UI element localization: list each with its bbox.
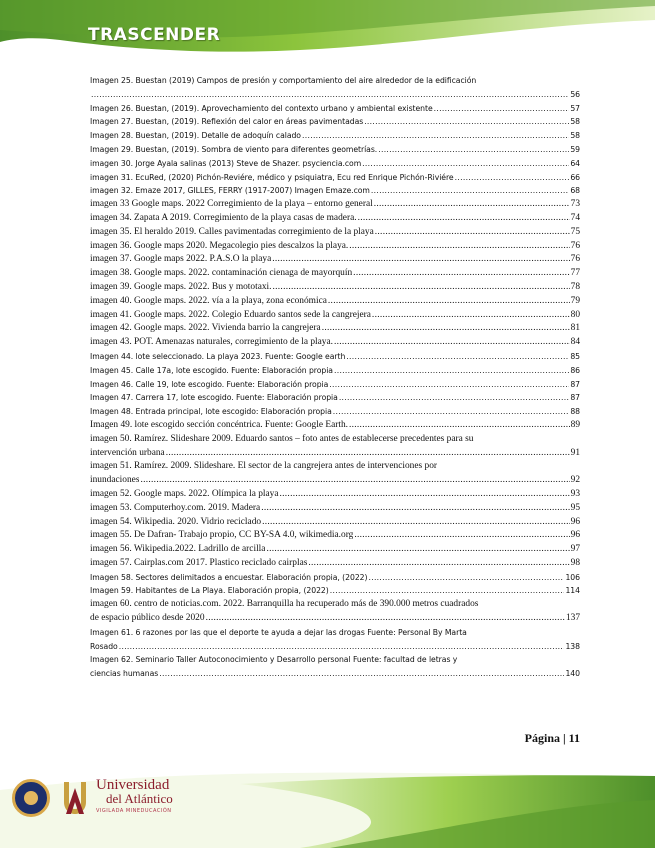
toc-dot-leader <box>266 543 569 557</box>
toc-entry[interactable] <box>90 129 580 143</box>
toc-entry-page: 114 <box>565 586 580 596</box>
toc-entry-row <box>90 253 580 267</box>
toc-entry-row <box>90 143 580 157</box>
toc-entry-title: imagen 36. Google maps 2020. Megacolegio pies descalzos la playa. <box>90 240 349 251</box>
toc-dot-leader <box>455 171 570 185</box>
toc-entry-row <box>90 157 580 171</box>
toc-entry[interactable] <box>90 322 580 336</box>
toc-dot-leader <box>334 364 569 378</box>
toc-entry[interactable] <box>90 419 580 433</box>
toc-entry-page: 64 <box>570 158 580 168</box>
toc-entry[interactable] <box>90 529 580 543</box>
toc-entry-page: 75 <box>570 226 580 237</box>
toc-entry-title: imagen 35. El heraldo 2019. Calles pavimentadas corregimiento de la playa <box>90 226 374 237</box>
toc-entry-title: inundaciones <box>90 475 140 486</box>
toc-entry-title: Imagen 59. Habitantes de La Playa. Elaboración propia, (2022) <box>90 586 329 596</box>
toc-entry-row <box>90 295 580 309</box>
university-seal-icon <box>12 779 50 817</box>
toc-entry[interactable] <box>90 240 580 254</box>
toc-entry-row <box>90 129 580 143</box>
toc-dot-leader <box>140 474 569 488</box>
university-tagline: VIGILADA MINEDUCACIÓN <box>96 807 172 814</box>
toc-entry-title: Imagen 58. Sectores delimitados a encuestar. Elaboración propia, (2022) <box>90 572 368 582</box>
toc-dot-leader <box>339 391 570 405</box>
toc-dot-leader <box>374 198 570 212</box>
toc-entry-title-line: Imagen 62. Seminario Taller Autoconocimiento y Desarrollo personal Fuente: facultad de letras y <box>90 655 458 665</box>
toc-entry-row <box>90 240 580 254</box>
toc-entry-page: 106 <box>565 572 580 582</box>
toc-entry-row <box>90 88 580 102</box>
toc-entry-row <box>90 102 580 116</box>
toc-entry-title: Imagen 47. Carrera 17, lote escogido. Fuente: Elaboración propia <box>90 393 338 403</box>
toc-entry-title: imagen 38. Google maps. 2022. contaminación cienaga de mayorquín <box>90 268 353 279</box>
toc-entry-row <box>90 488 580 502</box>
toc-entry-page: 80 <box>570 309 580 320</box>
toc-entry-page: 56 <box>570 89 580 99</box>
toc-entry-title: imagen 39. Google maps. 2022. Bus y mototaxi. <box>90 281 272 292</box>
toc-entry-title: Imagen 46. Calle 19, lote escogido. Fuente: Elaboración propia <box>90 379 329 389</box>
figure-index <box>90 74 580 681</box>
page-header <box>0 0 655 64</box>
toc-entry-row <box>90 212 580 226</box>
toc-entry[interactable] <box>90 405 580 419</box>
toc-entry-row <box>90 336 580 350</box>
toc-entry-row <box>90 447 580 461</box>
toc-entry-title: imagen 43. POT. Amenazas naturales, corregimiento de la playa. <box>90 337 333 348</box>
toc-dot-leader <box>119 640 565 654</box>
toc-entry[interactable] <box>90 364 580 378</box>
toc-entry-title: Imagen 26. Buestan, (2019). Aprovechamiento del contexto urbano y ambiental existente <box>90 103 433 113</box>
toc-dot-leader <box>280 488 570 502</box>
toc-entry-row <box>90 322 580 336</box>
toc-entry-title: imagen 37. Google maps 2022. P.A.S.O la playa <box>90 254 272 265</box>
toc-dot-leader <box>358 212 570 226</box>
toc-entry-title: imagen 55. De Dafran- Trabajo propio, CC BY-SA 4.0, wikimedia.org <box>90 530 354 541</box>
toc-entry-title: Imagen 45. Calle 17a, lote escogido. Fuente: Elaboración propia <box>90 365 333 375</box>
toc-entry[interactable] <box>90 226 580 240</box>
toc-dot-leader <box>371 184 569 198</box>
toc-entry-row <box>90 267 580 281</box>
toc-entry-title-line: Imagen 25. Buestan (2019) Campos de presión y comportamiento del aire alrededor de la edificación <box>90 76 477 85</box>
toc-entry-page: 86 <box>570 365 580 375</box>
toc-entry-page: 91 <box>570 447 580 458</box>
toc-entry-row <box>90 405 580 419</box>
toc-entry-page: 58 <box>570 117 580 127</box>
toc-entry[interactable] <box>90 143 580 157</box>
toc-dot-leader <box>206 612 565 626</box>
toc-entry-page: 95 <box>570 502 580 513</box>
toc-entry[interactable] <box>90 598 580 626</box>
toc-entry[interactable] <box>90 171 580 185</box>
toc-dot-leader <box>346 350 569 364</box>
toc-entry-title: imagen 52. Google maps. 2022. Olímpica la playa <box>90 488 279 499</box>
toc-dot-leader <box>272 253 569 267</box>
toc-entry[interactable] <box>90 74 580 102</box>
toc-entry-page: 140 <box>565 669 580 679</box>
toc-entry-row <box>90 391 580 405</box>
toc-entry[interactable] <box>90 378 580 392</box>
toc-entry-page: 58 <box>570 131 580 141</box>
toc-entry-page: 87 <box>570 393 580 403</box>
ua-logo-icon <box>60 778 90 818</box>
toc-dot-leader <box>364 115 569 129</box>
toc-entry[interactable] <box>90 433 580 461</box>
toc-entry-page: 137 <box>565 613 580 624</box>
toc-entry-title: imagen 42. Google maps. 2022. Vivienda barrio la cangrejera <box>90 323 321 334</box>
toc-dot-leader <box>302 129 569 143</box>
toc-entry[interactable] <box>90 502 580 516</box>
toc-entry-page: 76 <box>570 254 580 265</box>
toc-entry[interactable] <box>90 198 580 212</box>
university-name-line1: Universidad <box>96 776 170 793</box>
toc-entry-page: 79 <box>570 295 580 306</box>
toc-entry-row <box>90 419 580 433</box>
toc-dot-leader <box>308 557 569 571</box>
toc-dot-leader <box>159 667 564 681</box>
toc-entry[interactable] <box>90 253 580 267</box>
toc-entry-page: 88 <box>570 407 580 417</box>
toc-entry-page: 98 <box>570 557 580 568</box>
toc-entry-row <box>90 184 580 198</box>
toc-dot-leader <box>328 295 570 309</box>
toc-entry-row <box>90 378 580 392</box>
toc-entry-page: 97 <box>570 544 580 555</box>
toc-entry-page: 59 <box>570 144 580 154</box>
toc-entry-page: 87 <box>570 379 580 389</box>
toc-entry-title: Imagen 28. Buestan, (2019). Detalle de adoquín calado <box>90 131 301 141</box>
toc-dot-leader <box>330 584 565 598</box>
toc-entry[interactable] <box>90 350 580 364</box>
toc-entry-page: 66 <box>570 172 580 182</box>
toc-entry-title: Rosado <box>90 641 118 651</box>
toc-entry-title-line: imagen 51. Ramírez. 2009. Slideshare. El sector de la cangrejera antes de intervenciones por <box>90 461 438 472</box>
toc-dot-leader <box>362 157 569 171</box>
toc-entry[interactable] <box>90 488 580 502</box>
toc-entry-row <box>90 364 580 378</box>
toc-dot-leader <box>354 529 569 543</box>
toc-entry-page: 77 <box>570 268 580 279</box>
toc-entry-row <box>90 543 580 557</box>
toc-dot-leader <box>322 322 570 336</box>
university-name-line2: del Atlántico <box>106 790 173 806</box>
toc-dot-leader <box>166 447 570 461</box>
toc-dot-leader <box>333 405 570 419</box>
toc-entry-title: imagen 41. Google maps. 2022. Colegio Eduardo santos sede la cangrejera <box>90 309 371 320</box>
toc-entry-title: imagen 32. Emaze 2017, GILLES, FERRY (1917-2007) Imagen Emaze.com <box>90 186 370 196</box>
toc-entry-page: 138 <box>565 641 580 651</box>
toc-dot-leader <box>375 226 570 240</box>
toc-entry-title: imagen 30. Jorge Ayala salinas (2013) Steve de Shazer. psyciencia.com <box>90 158 362 168</box>
toc-entry-title: imagen 57. Cairplas.com 2017. Plastico reciclado cairplas <box>90 557 308 568</box>
toc-entry[interactable] <box>90 460 580 488</box>
toc-entry[interactable] <box>90 184 580 198</box>
toc-entry-title: imagen 31. EcuRed, (2020) Pichón-Reviére, médico y psiquiatra, Ecu red Enrique Pichón-Riviére <box>90 172 454 182</box>
toc-entry-page: 85 <box>570 351 580 361</box>
toc-dot-leader <box>378 143 569 157</box>
toc-entry-page: 76 <box>570 240 580 251</box>
toc-entry[interactable] <box>90 295 580 309</box>
toc-dot-leader <box>353 267 569 281</box>
toc-entry-row <box>90 226 580 240</box>
toc-dot-leader <box>262 516 570 530</box>
toc-entry-row <box>90 350 580 364</box>
toc-entry[interactable] <box>90 584 580 598</box>
toc-entry[interactable] <box>90 336 580 350</box>
toc-entry-row <box>90 198 580 212</box>
toc-entry-row <box>90 640 580 654</box>
toc-dot-leader <box>349 419 570 433</box>
toc-entry[interactable] <box>90 557 580 571</box>
toc-dot-leader <box>434 102 570 116</box>
toc-entry-page: 78 <box>570 281 580 292</box>
toc-entry[interactable] <box>90 212 580 226</box>
toc-entry-page: 57 <box>570 103 580 113</box>
toc-entry-title: Imagen 44. lote seleccionado. La playa 2023. Fuente: Google earth <box>90 351 346 361</box>
toc-entry-row <box>90 571 580 585</box>
toc-entry[interactable] <box>90 391 580 405</box>
toc-entry-title: de espacio público desde 2020 <box>90 613 205 624</box>
toc-entry-page: 68 <box>570 186 580 196</box>
toc-entry-page: 96 <box>570 530 580 541</box>
toc-entry-page: 96 <box>570 516 580 527</box>
toc-entry-page: 89 <box>570 419 580 430</box>
toc-entry[interactable] <box>90 157 580 171</box>
toc-entry-page: 73 <box>570 199 580 210</box>
toc-entry-title: Imagen 27. Buestan, (2019). Reflexión del calor en áreas pavimentadas <box>90 117 364 127</box>
toc-entry[interactable] <box>90 571 580 585</box>
toc-dot-leader <box>349 240 569 254</box>
toc-entry-row <box>90 557 580 571</box>
toc-entry-title: imagen 53. Computerhoy.com. 2019. Madera <box>90 502 261 513</box>
toc-entry-page: 81 <box>570 323 580 334</box>
brand-title: TRASCENDER <box>88 25 221 45</box>
toc-entry[interactable] <box>90 267 580 281</box>
toc-entry-page: 93 <box>570 488 580 499</box>
toc-entry-title: Imagen 48. Entrada principal, lote escogido: Elaboración propia <box>90 407 332 417</box>
toc-entry-title: imagen 56. Wikipedia.2022. Ladrillo de arcilla <box>90 544 266 555</box>
toc-entry[interactable] <box>90 543 580 557</box>
toc-entry[interactable] <box>90 115 580 129</box>
toc-entry-row <box>90 667 580 681</box>
toc-entry-row <box>90 584 580 598</box>
toc-entry-title: imagen 40. Google maps. 2022. vía a la playa, zona económica <box>90 295 327 306</box>
toc-entry-title: imagen 54. Wikipedia. 2020. Vidrio reciclado <box>90 516 262 527</box>
toc-dot-leader <box>329 378 569 392</box>
toc-entry[interactable] <box>90 281 580 295</box>
toc-entry-row <box>90 612 580 626</box>
toc-entry-title-line: imagen 60. centro de noticias.com. 2022. Barranquilla ha recuperado más de 390.000 metros cuadrados <box>90 599 479 610</box>
toc-entry-title: Imagen 29. Buestan, (2019). Sombra de viento para diferentes geometrías. <box>90 144 378 154</box>
toc-entry-row <box>90 529 580 543</box>
toc-entry-title: Imagen 49. lote escogido sección concéntrica. Fuente: Google Earth. <box>90 419 348 430</box>
toc-entry[interactable] <box>90 102 580 116</box>
toc-entry-page: 74 <box>570 212 580 223</box>
toc-entry-title: imagen 33 Google maps. 2022 Corregimiento de la playa – entorno general <box>90 199 373 210</box>
toc-entry-row <box>90 309 580 323</box>
toc-dot-leader <box>334 336 570 350</box>
university-name <box>96 776 173 818</box>
toc-entry[interactable] <box>90 626 580 654</box>
footer-logos <box>12 778 173 818</box>
toc-entry-row <box>90 516 580 530</box>
toc-dot-leader <box>273 281 570 295</box>
toc-entry-title-line: Imagen 61. 6 razones por las que el deporte te ayuda a dejar las drogas Fuente: Personal By Marta <box>90 627 467 637</box>
toc-entry[interactable] <box>90 516 580 530</box>
toc-entry-title-line: imagen 50. Ramírez. Slideshare 2009. Eduardo santos – foto antes de establecerse precedentes para su <box>90 433 474 444</box>
toc-entry-title: ciencias humanas <box>90 669 159 679</box>
toc-entry-row <box>90 281 580 295</box>
toc-dot-leader <box>372 309 570 323</box>
toc-entry[interactable] <box>90 309 580 323</box>
toc-entry-page: 84 <box>570 337 580 348</box>
toc-entry-row <box>90 171 580 185</box>
toc-entry-row <box>90 502 580 516</box>
toc-entry-page: 92 <box>570 475 580 486</box>
toc-entry-row <box>90 115 580 129</box>
toc-dot-leader <box>261 502 569 516</box>
toc-entry-title: imagen 34. Zapata A 2019. Corregimiento de la playa casas de madera. <box>90 212 357 223</box>
toc-dot-leader <box>91 88 569 102</box>
toc-dot-leader <box>368 571 564 585</box>
toc-entry[interactable] <box>90 653 580 681</box>
page-number: Página | 11 <box>524 731 580 745</box>
toc-entry-row <box>90 474 580 488</box>
toc-entry-title: intervención urbana <box>90 447 165 458</box>
